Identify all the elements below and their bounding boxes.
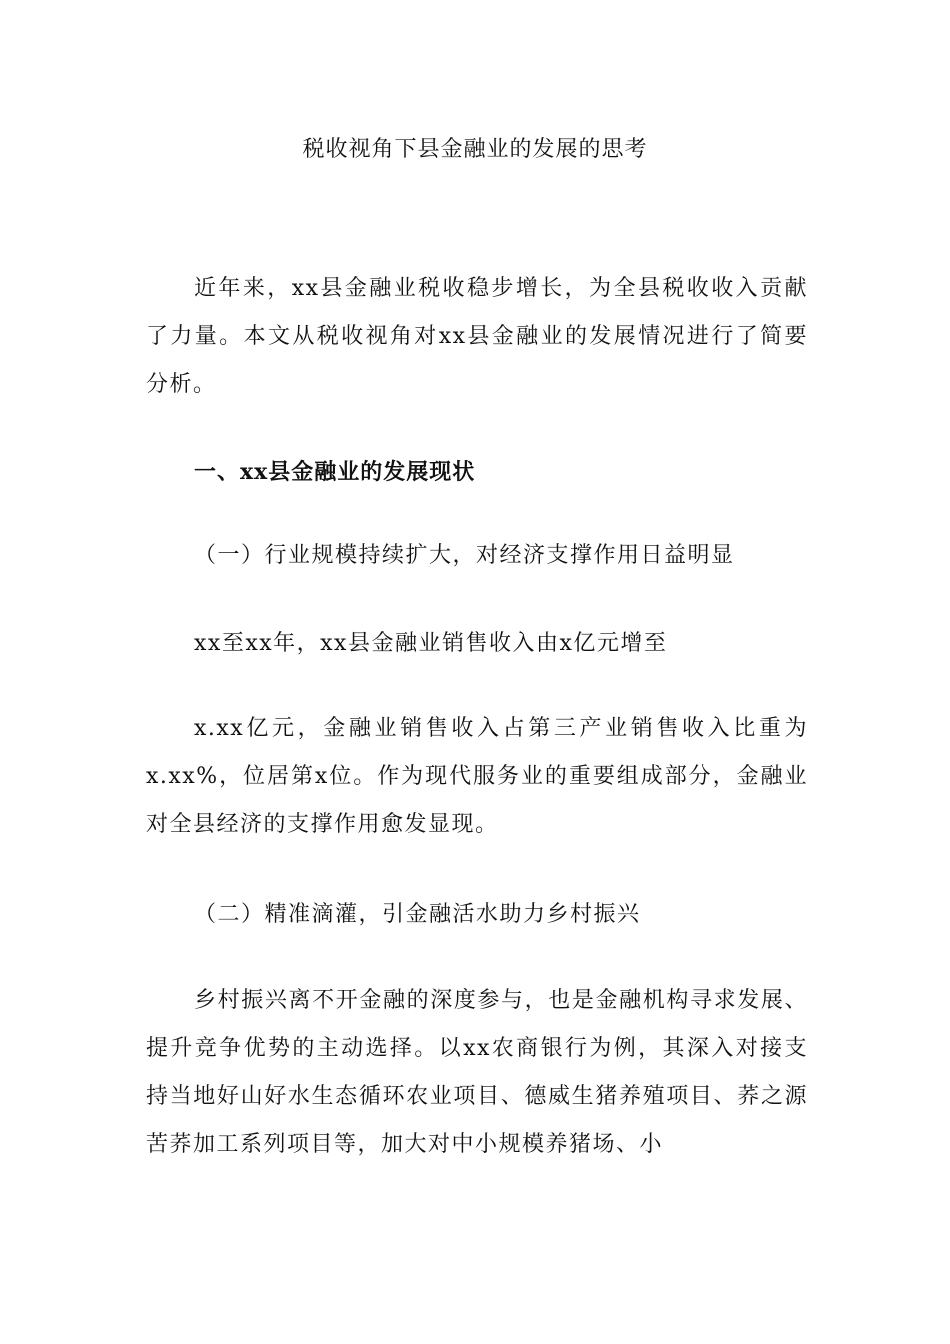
section-heading-1: 一、xx县金融业的发展现状 (194, 459, 476, 485)
subsection-2-paragraph: 乡村振兴离不开金融的深度参与，也是金融机构寻求发展、提升竞争优势的主动选择。以xx农商银行为例，其深入对接支持当地好山好水生态循环农业项目、德威生猪养殖项目、荞之源苦荞加工系列项目等，加大对中小规模养猪场、小 (146, 988, 808, 1157)
intro-paragraph: 近年来，xx县金融业税收稳步增长，为全县税收收入贡献了力量。本文从税收视角对xx县金融业的发展情况进行了简要分析。 (146, 276, 808, 397)
subsection-heading-2: （二）精准滴灌，引金融活水助力乡村振兴 (194, 902, 641, 927)
subsection-1-paragraph: x.xx亿元，金融业销售收入占第三产业销售收入比重为x.xx%，位居第x位。作为现代服务业的重要组成部分，金融业对全县经济的支撑作用愈发显现。 (146, 716, 808, 837)
subsection-1-line: xx至xx年，xx县金融业销售收入由x亿元增至 (194, 631, 668, 656)
document-title: 税收视角下县金融业的发展的思考 (302, 137, 648, 162)
subsection-heading-1: （一）行业规模持续扩大，对经济支撑作用日益明显 (194, 543, 735, 568)
